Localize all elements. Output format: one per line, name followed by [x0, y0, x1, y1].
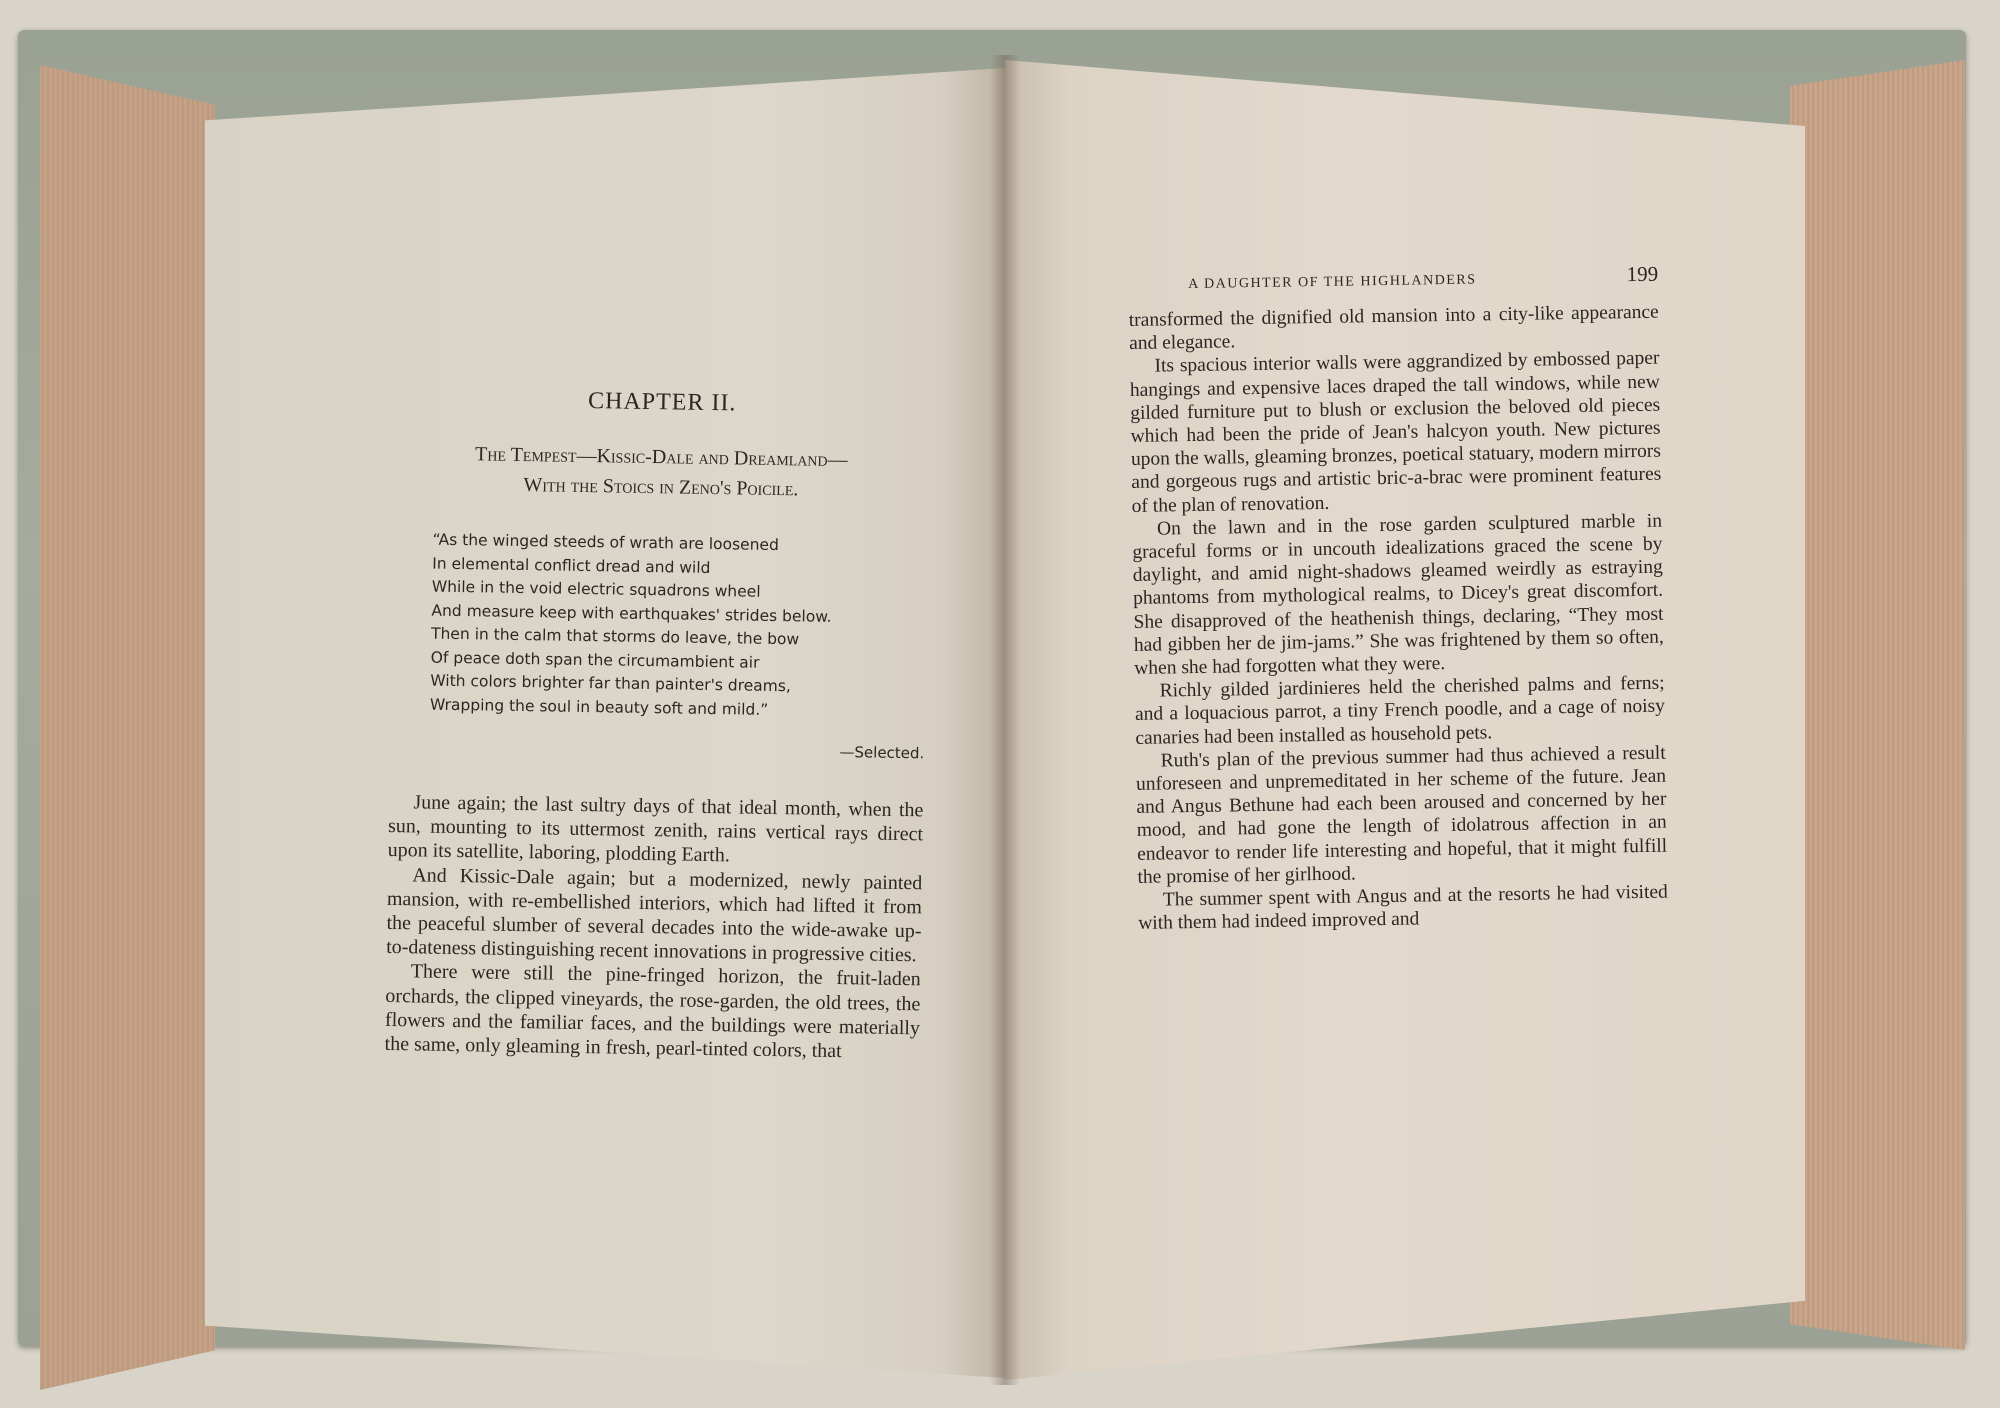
epigraph-poem — [430, 529, 928, 725]
paragraph: On the lawn and in the rose garden sculptured marble in graceful forms or in uncouth idealizations graced the scene by daylight, and amid night-shadows gleamed weirdly as estraying phantoms from mythological realms, to Dicey's great discomfort. She disapproved of the heathenish things, declaring, “They most had gibben her de jim-jams.” She was frightened by them so often, when she had forgotten what they were. — [1132, 510, 1664, 679]
page-number: 199 — [1626, 261, 1659, 287]
right-body-text — [1129, 301, 1669, 936]
poem-line: Then in the calm that storms do leave, the bow — [430, 624, 800, 649]
paragraph: transformed the dignified old mansion into a city-like appearance and elegance. — [1128, 301, 1659, 355]
paragraph: Richly gilded jardinieres held the cherished palms and ferns; and a loquacious parrot, a tiny French poodle, and a cage of noisy canaries had been installed as household pets. — [1134, 672, 1666, 749]
chapter-subtitle — [363, 438, 959, 507]
chapter-title: CHAPTER II. — [587, 388, 737, 417]
paragraph: There were still the pine-fringed horizon, the fruit-laden orchards, the clipped vineyards, the rose-garden, the old trees, the flowers and the familiar faces, and the buildings were materially the same, only gleaming in fresh, pearl-tinted colors, that — [384, 960, 921, 1063]
book-gutter — [990, 55, 1020, 1385]
page-edges-right — [1790, 60, 1965, 1350]
epigraph-attribution: —Selected. — [839, 743, 925, 763]
left-body-text — [384, 790, 923, 1065]
poem-line: While in the void electric squadrons wheel — [431, 577, 761, 601]
page-edges-left — [40, 65, 215, 1390]
paragraph: Its spacious interior walls were aggrandized by embossed paper hangings and expensive laces draped the tall windows, while new gilded furniture put to blush or exclusion the beloved old pieces which had been the pride of Jean's halcyon youth. New pictures upon the walls, gleaming bronzes, poetical statuary, modern mirrors and gorgeous rugs and artistic bric-a-brac were prominent features of the plan of renovation. — [1129, 348, 1662, 517]
chapter-subtitle-line: The Tempest—Kissic-Dale and Dreamland— — [474, 443, 848, 472]
paragraph: June again; the last sultry days of that ideal month, when the sun, mounting to its uttermost zenith, rains vertical rays direct upon its satellite, laboring, plodding Earth. — [387, 791, 924, 867]
running-head-title: A DAUGHTER OF THE HIGHLANDERS — [1188, 272, 1477, 293]
left-page-text — [384, 385, 929, 1065]
poem-line: With colors brighter far than painter's dreams, — [430, 671, 791, 696]
poem-line: In elemental conflict dread and wild — [432, 554, 711, 577]
right-page-text — [1128, 262, 1668, 936]
poem-line: “As the winged steeds of wrath are loosened — [432, 530, 780, 555]
poem-line: And measure keep with earthquakes' strides below. — [431, 601, 832, 626]
paragraph: The summer spent with Angus and at the resorts he had visited with them had indeed improved and — [1138, 881, 1669, 935]
paragraph: Ruth's plan of the previous summer had thus achieved a result unforeseen and unpremeditated in her scheme of the future. Jean and Angus Bethune had each been aroused and concerned by her mood, and had gone the length of idolatrous affection in an endeavor to render life interesting and hopeful, that it might fulfill the promise of her girlhood. — [1135, 742, 1668, 888]
paragraph: And Kissic-Dale again; but a modernized, newly painted mansion, with re-embellished interiors, which had lifted it from the peaceful slumber of several decades into the wide-awake up-to-dateness distinguishing recent innovations in progressive cities. — [385, 863, 923, 967]
chapter-subtitle-line: With the Stoics in Zeno's Poicile. — [523, 474, 799, 501]
poem-line: Of peace doth span the circumambient air — [430, 648, 760, 672]
poem-line: Wrapping the soul in beauty soft and mild.” — [429, 695, 769, 719]
